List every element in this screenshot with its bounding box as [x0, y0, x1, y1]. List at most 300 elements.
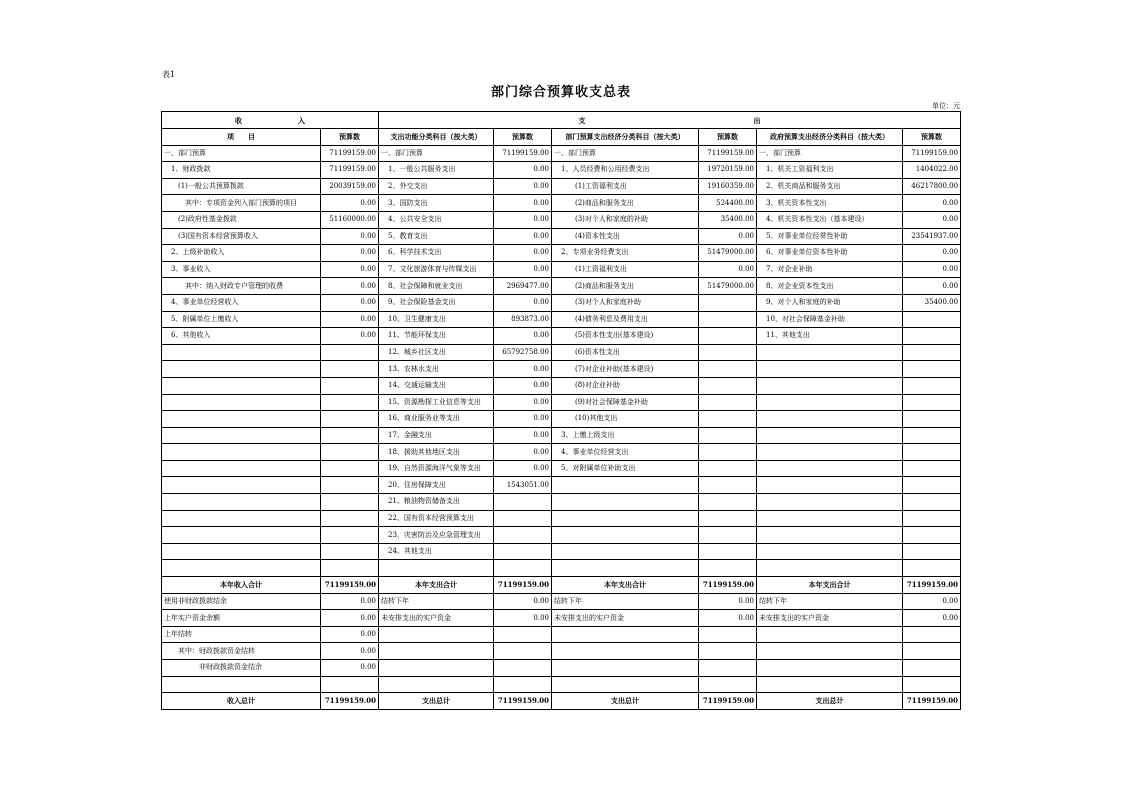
budget-amount-cell: [699, 560, 757, 577]
item-label-cell: 24、其他支出: [379, 543, 494, 560]
item-label-cell: 收入总计: [162, 693, 321, 710]
item-label-cell: (2)商品和服务支出: [552, 195, 699, 212]
budget-amount-cell: [321, 361, 379, 378]
col-header-gov-economic-class: 政府预算支出经济分类科目（按大类）: [757, 129, 903, 146]
table-row: [162, 211, 961, 228]
item-label-cell: (4)债务利息及费用支出: [552, 311, 699, 328]
budget-amount-cell: 0.00: [494, 245, 552, 262]
budget-amount-cell: [699, 494, 757, 511]
item-label-cell: [162, 344, 321, 361]
budget-amount-cell: 2969477.00: [494, 278, 552, 295]
budget-amount-cell: [699, 394, 757, 411]
table-row: [162, 593, 961, 610]
item-label-cell: 16、商业服务业等支出: [379, 411, 494, 428]
grand-total-row: [162, 693, 961, 710]
budget-amount-cell: 71199159.00: [321, 145, 379, 162]
item-label-cell: [162, 494, 321, 511]
item-label-cell: (1)一般公共预算拨款: [162, 178, 321, 195]
item-label-cell: [757, 444, 903, 461]
budget-amount-cell: [903, 543, 961, 560]
item-label-cell: 上年结转: [162, 626, 321, 643]
table-row: [162, 344, 961, 361]
budget-amount-cell: [903, 643, 961, 660]
budget-amount-cell: 0.00: [321, 311, 379, 328]
item-label-cell: 本年支出合计: [379, 577, 494, 594]
item-label-cell: 支出总计: [379, 693, 494, 710]
col-header-budget: 预算数: [321, 129, 379, 146]
item-label-cell: 21、粮油物资储备支出: [379, 494, 494, 511]
item-label-cell: 13、农林水支出: [379, 361, 494, 378]
item-label-cell: (2)商品和服务支出: [552, 278, 699, 295]
budget-amount-cell: [699, 626, 757, 643]
item-label-cell: 3、上缴上级支出: [552, 427, 699, 444]
table-row: [162, 494, 961, 511]
table-row: [162, 460, 961, 477]
budget-amount-cell: 0.00: [494, 328, 552, 345]
item-label-cell: [162, 460, 321, 477]
budget-amount-cell: 0.00: [321, 261, 379, 278]
budget-amount-cell: [699, 527, 757, 544]
item-label-cell: (10)其他支出: [552, 411, 699, 428]
budget-amount-cell: 1543051.00: [494, 477, 552, 494]
item-label-cell: (4)资本性支出: [552, 228, 699, 245]
item-label-cell: 6、科学技术支出: [379, 245, 494, 262]
item-label-cell: 结转下年: [379, 593, 494, 610]
item-label-cell: 其中：财政拨款资金结转: [162, 643, 321, 660]
table-row: [162, 294, 961, 311]
table-row: [162, 278, 961, 295]
item-label-cell: [757, 427, 903, 444]
budget-amount-cell: 1404022.00: [903, 162, 961, 179]
table-row: [162, 610, 961, 627]
table-row: [162, 245, 961, 262]
budget-amount-cell: [321, 460, 379, 477]
item-label-cell: [552, 527, 699, 544]
budget-amount-cell: 893873.00: [494, 311, 552, 328]
budget-amount-cell: 0.00: [903, 593, 961, 610]
table-row: [162, 394, 961, 411]
item-label-cell: 23、灾害防治及应急管理支出: [379, 527, 494, 544]
item-label-cell: (5)资本性支出(基本建设): [552, 328, 699, 345]
budget-amount-cell: 46217800.00: [903, 178, 961, 195]
item-label-cell: [162, 444, 321, 461]
budget-amount-cell: 0.00: [321, 643, 379, 660]
item-label-cell: [757, 460, 903, 477]
item-label-cell: 2、外交支出: [379, 178, 494, 195]
budget-amount-cell: 0.00: [321, 660, 379, 677]
table-row: [162, 444, 961, 461]
budget-amount-cell: [699, 477, 757, 494]
budget-summary-table: [161, 111, 961, 710]
item-label-cell: [379, 643, 494, 660]
table-row: [162, 228, 961, 245]
item-label-cell: 2、机关商品和服务支出: [757, 178, 903, 195]
item-label-cell: [757, 543, 903, 560]
budget-amount-cell: 71199159.00: [699, 145, 757, 162]
col-header-budget: 预算数: [494, 129, 552, 146]
item-label-cell: [162, 543, 321, 560]
budget-amount-cell: 0.00: [903, 195, 961, 212]
item-label-cell: 未安排支出的实户资金: [379, 610, 494, 627]
budget-amount-cell: 20039159.00: [321, 178, 379, 195]
item-label-cell: 9、社会保险基金支出: [379, 294, 494, 311]
item-label-cell: 4、机关资本性支出（基本建设）: [757, 211, 903, 228]
budget-amount-cell: [494, 510, 552, 527]
item-label-cell: 其中：专项资金列入部门预算的项目: [162, 195, 321, 212]
item-label-cell: 4、事业单位经营收入: [162, 294, 321, 311]
budget-amount-cell: 524400.00: [699, 195, 757, 212]
budget-amount-cell: 35400.00: [903, 294, 961, 311]
budget-amount-cell: 0.00: [699, 593, 757, 610]
col-header-budget: 预算数: [903, 129, 961, 146]
item-label-cell: [552, 676, 699, 693]
item-label-cell: 7、对企业补助: [757, 261, 903, 278]
item-label-cell: [162, 361, 321, 378]
budget-amount-cell: 0.00: [494, 361, 552, 378]
budget-amount-cell: 71199159.00: [494, 693, 552, 710]
item-label-cell: [379, 660, 494, 677]
item-label-cell: (1)工资福利支出: [552, 178, 699, 195]
item-label-cell: 1、机关工资福利支出: [757, 162, 903, 179]
budget-amount-cell: [494, 543, 552, 560]
table-row: [162, 560, 961, 577]
item-label-cell: 一、部门预算: [757, 145, 903, 162]
item-label-cell: 12、城乡社区支出: [379, 344, 494, 361]
budget-amount-cell: [494, 494, 552, 511]
budget-amount-cell: 0.00: [494, 394, 552, 411]
budget-amount-cell: [494, 660, 552, 677]
income-header: 收 入: [162, 112, 379, 129]
item-label-cell: [757, 660, 903, 677]
budget-amount-cell: 19160359.00: [699, 178, 757, 195]
budget-amount-cell: 0.00: [903, 211, 961, 228]
budget-amount-cell: 0.00: [494, 294, 552, 311]
item-label-cell: 9、对个人和家庭的补助: [757, 294, 903, 311]
budget-amount-cell: [321, 394, 379, 411]
expense-header: 支 出: [379, 112, 961, 129]
budget-amount-cell: 23541937.00: [903, 228, 961, 245]
budget-amount-cell: [699, 643, 757, 660]
item-label-cell: 18、援助其他地区支出: [379, 444, 494, 461]
item-label-cell: 5、附属单位上缴收入: [162, 311, 321, 328]
item-label-cell: [379, 560, 494, 577]
item-label-cell: (3)国有资本经营预算收入: [162, 228, 321, 245]
budget-amount-cell: [699, 344, 757, 361]
budget-amount-cell: 0.00: [699, 610, 757, 627]
table-row: [162, 162, 961, 179]
table-row: [162, 361, 961, 378]
item-label-cell: [757, 626, 903, 643]
table-row: [162, 195, 961, 212]
table-row: [162, 643, 961, 660]
budget-amount-cell: 71199159.00: [699, 693, 757, 710]
item-label-cell: 结转下年: [757, 593, 903, 610]
item-label-cell: [379, 626, 494, 643]
budget-amount-cell: 71199159.00: [494, 577, 552, 594]
budget-amount-cell: 0.00: [321, 228, 379, 245]
budget-amount-cell: [321, 444, 379, 461]
item-label-cell: 支出总计: [552, 693, 699, 710]
table-row: [162, 543, 961, 560]
budget-amount-cell: [321, 344, 379, 361]
item-label-cell: (2)政府性基金拨款: [162, 211, 321, 228]
budget-amount-cell: [903, 394, 961, 411]
budget-amount-cell: 0.00: [494, 460, 552, 477]
budget-amount-cell: [903, 527, 961, 544]
table-row: [162, 377, 961, 394]
budget-amount-cell: [699, 427, 757, 444]
item-label-cell: 11、其他支出: [757, 328, 903, 345]
item-label-cell: 15、资源勘探工业信息等支出: [379, 394, 494, 411]
item-label-cell: 未安排支出的实户资金: [552, 610, 699, 627]
item-label-cell: 一、部门预算: [162, 145, 321, 162]
table-number-label: 表1: [162, 70, 176, 79]
item-label-cell: [757, 477, 903, 494]
item-label-cell: [757, 411, 903, 428]
item-label-cell: 2、专项业务经费支出: [552, 245, 699, 262]
budget-amount-cell: 0.00: [321, 278, 379, 295]
item-label-cell: [757, 494, 903, 511]
table-row: [162, 626, 961, 643]
item-label-cell: [757, 560, 903, 577]
budget-amount-cell: [699, 294, 757, 311]
budget-amount-cell: [903, 411, 961, 428]
table-row: [162, 261, 961, 278]
item-label-cell: (8)对企业补助: [552, 377, 699, 394]
item-label-cell: 3、机关资本性支出: [757, 195, 903, 212]
budget-amount-cell: 0.00: [903, 245, 961, 262]
item-label-cell: 22、国有资本经营预算支出: [379, 510, 494, 527]
budget-amount-cell: [903, 427, 961, 444]
item-label-cell: [552, 543, 699, 560]
budget-amount-cell: 0.00: [494, 195, 552, 212]
budget-amount-cell: [903, 477, 961, 494]
budget-amount-cell: [699, 311, 757, 328]
item-label-cell: 8、对企业资本性支出: [757, 278, 903, 295]
item-label-cell: 支出总计: [757, 693, 903, 710]
item-label-cell: 非财政拨款资金结余: [162, 660, 321, 677]
item-label-cell: 1、财政拨款: [162, 162, 321, 179]
budget-amount-cell: 0.00: [321, 610, 379, 627]
budget-amount-cell: [321, 427, 379, 444]
budget-amount-cell: [699, 543, 757, 560]
budget-amount-cell: [494, 626, 552, 643]
item-label-cell: [757, 676, 903, 693]
item-label-cell: 本年支出合计: [552, 577, 699, 594]
budget-amount-cell: [903, 560, 961, 577]
item-label-cell: [162, 377, 321, 394]
budget-amount-cell: [903, 660, 961, 677]
table-row: [162, 510, 961, 527]
item-label-cell: (3)对个人和家庭的补助: [552, 211, 699, 228]
budget-amount-cell: [494, 643, 552, 660]
item-label-cell: 4、公共安全支出: [379, 211, 494, 228]
budget-amount-cell: 0.00: [699, 261, 757, 278]
budget-amount-cell: 19720159.00: [699, 162, 757, 179]
budget-amount-cell: [699, 510, 757, 527]
item-label-cell: 20、住房保障支出: [379, 477, 494, 494]
budget-amount-cell: [699, 361, 757, 378]
header-row-group: [162, 112, 961, 129]
item-label-cell: [757, 510, 903, 527]
item-label-cell: 1、人员经费和公用经费支出: [552, 162, 699, 179]
budget-amount-cell: 0.00: [903, 261, 961, 278]
budget-amount-cell: 0.00: [494, 162, 552, 179]
budget-amount-cell: 71199159.00: [903, 693, 961, 710]
item-label-cell: 1、一般公共服务支出: [379, 162, 494, 179]
budget-amount-cell: 0.00: [494, 211, 552, 228]
item-label-cell: 上年实户资金余额: [162, 610, 321, 627]
item-label-cell: [552, 626, 699, 643]
item-label-cell: 5、教育支出: [379, 228, 494, 245]
item-label-cell: (9)对社会保障基金补助: [552, 394, 699, 411]
item-label-cell: [757, 394, 903, 411]
item-label-cell: 7、文化旅游体育与传媒支出: [379, 261, 494, 278]
item-label-cell: [162, 411, 321, 428]
item-label-cell: 使用非财政拨款结余: [162, 593, 321, 610]
budget-amount-cell: [494, 676, 552, 693]
table-row: [162, 676, 961, 693]
budget-amount-cell: [321, 494, 379, 511]
budget-amount-cell: 0.00: [321, 593, 379, 610]
table-row: [162, 411, 961, 428]
item-label-cell: [162, 510, 321, 527]
budget-amount-cell: 65792758.00: [494, 344, 552, 361]
col-header-dept-economic-class: 部门预算支出经济分类科目（按大类）: [552, 129, 699, 146]
col-header-budget: 预算数: [699, 129, 757, 146]
budget-amount-cell: [699, 676, 757, 693]
budget-amount-cell: [321, 560, 379, 577]
item-label-cell: [552, 660, 699, 677]
item-label-cell: 其中：纳入财政专户管理的收费: [162, 278, 321, 295]
budget-amount-cell: 71199159.00: [321, 162, 379, 179]
budget-amount-cell: [903, 460, 961, 477]
page-title: 部门综合预算收支总表: [490, 85, 631, 100]
budget-amount-cell: [321, 477, 379, 494]
header-row-columns: [162, 129, 961, 146]
budget-amount-cell: 0.00: [903, 610, 961, 627]
budget-amount-cell: 0.00: [494, 593, 552, 610]
item-label-cell: 19、自然资源海洋气象等支出: [379, 460, 494, 477]
item-label-cell: [757, 344, 903, 361]
item-label-cell: (3)对个人和家庭补助: [552, 294, 699, 311]
budget-amount-cell: [699, 377, 757, 394]
table-row: [162, 178, 961, 195]
budget-amount-cell: 71199159.00: [321, 577, 379, 594]
item-label-cell: 4、事业单位经营支出: [552, 444, 699, 461]
item-label-cell: 本年支出合计: [757, 577, 903, 594]
budget-amount-cell: 0.00: [494, 261, 552, 278]
item-label-cell: 10、对社会保障基金补助: [757, 311, 903, 328]
budget-amount-cell: [321, 543, 379, 560]
budget-amount-cell: 71199159.00: [321, 693, 379, 710]
item-label-cell: 结转下年: [552, 593, 699, 610]
table-row: [162, 311, 961, 328]
col-header-functional-class: 支出功能分类科目（按大类）: [379, 129, 494, 146]
budget-amount-cell: [321, 510, 379, 527]
budget-amount-cell: [321, 411, 379, 428]
annual-total-row: [162, 577, 961, 594]
budget-amount-cell: 0.00: [494, 610, 552, 627]
budget-amount-cell: 51160000.00: [321, 211, 379, 228]
budget-amount-cell: 71199159.00: [494, 145, 552, 162]
budget-amount-cell: [903, 494, 961, 511]
budget-amount-cell: 0.00: [494, 411, 552, 428]
budget-amount-cell: [903, 311, 961, 328]
table-row: [162, 427, 961, 444]
budget-amount-cell: 71199159.00: [903, 577, 961, 594]
item-label-cell: 一、部门预算: [379, 145, 494, 162]
table-row: [162, 328, 961, 345]
table-row: [162, 660, 961, 677]
item-label-cell: 未安排支出的实户资金: [757, 610, 903, 627]
item-label-cell: (6)资本性支出: [552, 344, 699, 361]
item-label-cell: (1)工资福利支出: [552, 261, 699, 278]
item-label-cell: [552, 643, 699, 660]
budget-amount-cell: 0.00: [321, 328, 379, 345]
item-label-cell: 8、社会保障和就业支出: [379, 278, 494, 295]
item-label-cell: 11、节能环保支出: [379, 328, 494, 345]
budget-amount-cell: [903, 328, 961, 345]
budget-amount-cell: [903, 444, 961, 461]
item-label-cell: 14、交通运输支出: [379, 377, 494, 394]
item-label-cell: 10、卫生健康支出: [379, 311, 494, 328]
budget-amount-cell: [903, 510, 961, 527]
item-label-cell: 3、国防支出: [379, 195, 494, 212]
item-label-cell: [757, 377, 903, 394]
budget-amount-cell: 0.00: [494, 178, 552, 195]
budget-amount-cell: [699, 660, 757, 677]
budget-amount-cell: 51479000.00: [699, 278, 757, 295]
budget-amount-cell: 0.00: [494, 444, 552, 461]
item-label-cell: 5、对附属单位补助支出: [552, 460, 699, 477]
budget-amount-cell: [699, 411, 757, 428]
item-label-cell: [162, 560, 321, 577]
budget-amount-cell: [321, 676, 379, 693]
item-label-cell: [162, 394, 321, 411]
item-label-cell: [757, 643, 903, 660]
table-row: [162, 477, 961, 494]
budget-amount-cell: [699, 444, 757, 461]
item-label-cell: 6、其他收入: [162, 328, 321, 345]
unit-label: 单位：元: [932, 102, 960, 110]
item-label-cell: [379, 676, 494, 693]
budget-amount-cell: [321, 527, 379, 544]
item-label-cell: 5、对事业单位经常性补助: [757, 228, 903, 245]
budget-amount-cell: 0.00: [321, 245, 379, 262]
item-label-cell: [757, 527, 903, 544]
budget-amount-cell: 71199159.00: [903, 145, 961, 162]
budget-amount-cell: 71199159.00: [699, 577, 757, 594]
budget-amount-cell: 0.00: [494, 377, 552, 394]
budget-amount-cell: 0.00: [321, 626, 379, 643]
item-label-cell: 6、对事业单位资本性补助: [757, 245, 903, 262]
budget-amount-cell: [903, 377, 961, 394]
item-label-cell: [162, 427, 321, 444]
item-label-cell: [757, 361, 903, 378]
item-label-cell: [162, 527, 321, 544]
item-label-cell: 2、上级补助收入: [162, 245, 321, 262]
item-label-cell: [552, 560, 699, 577]
budget-amount-cell: 0.00: [321, 195, 379, 212]
col-header-item: 项 目: [162, 129, 321, 146]
item-label-cell: 一、部门预算: [552, 145, 699, 162]
budget-amount-cell: 0.00: [494, 228, 552, 245]
budget-amount-cell: 0.00: [699, 228, 757, 245]
budget-amount-cell: [494, 527, 552, 544]
item-label-cell: 本年收入合计: [162, 577, 321, 594]
budget-amount-cell: [903, 361, 961, 378]
